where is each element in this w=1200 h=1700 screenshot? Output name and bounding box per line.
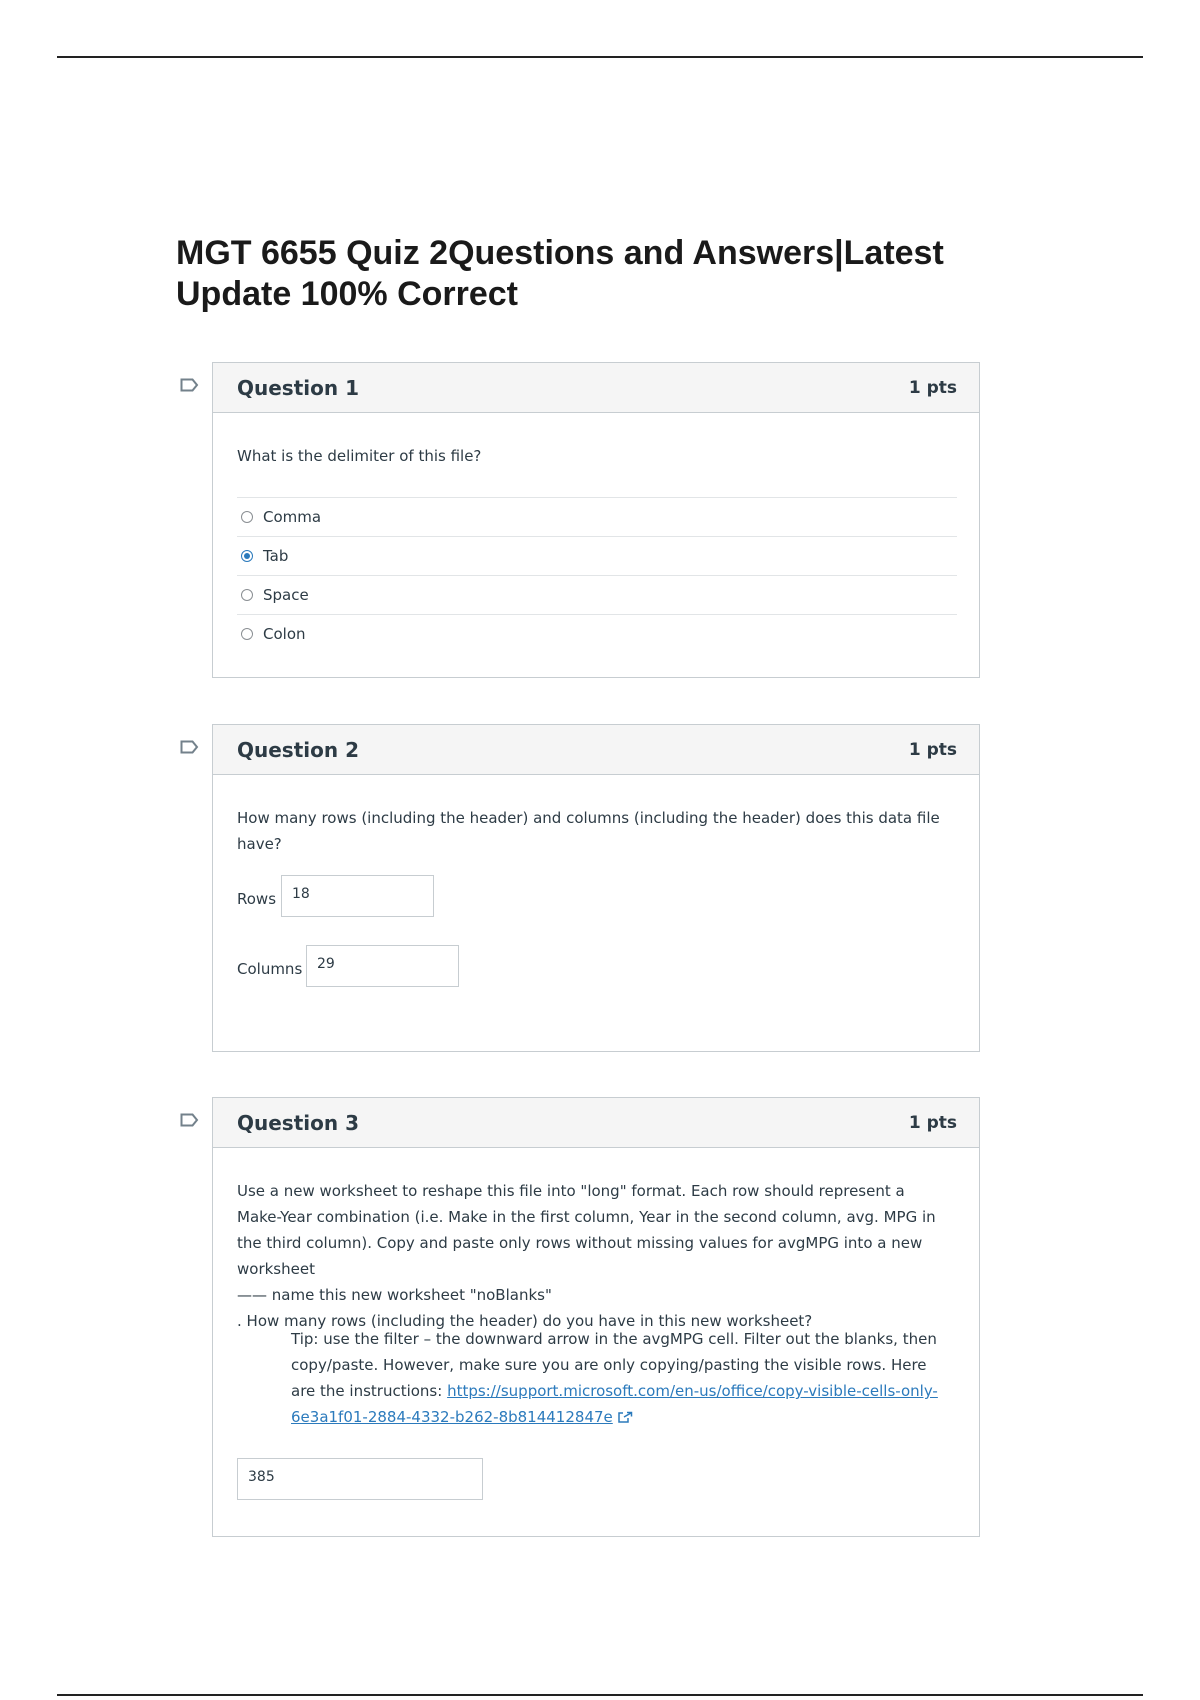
question-text-line-1: Use a new worksheet to reshape this file into "long" format. Each row should represent a Make-Year combination (i.e. Make in the first column, Year in the second column, avg. MPG in the third column). Copy and paste only rows without missing values for avgMPG into a new worksheet xyxy=(237,1182,936,1278)
flag-icon[interactable] xyxy=(180,740,199,754)
question-title: Question 3 xyxy=(237,1111,359,1135)
answer-label: Colon xyxy=(263,625,306,643)
bottom-rule xyxy=(57,1694,1143,1696)
external-link-icon[interactable] xyxy=(617,1406,633,1432)
columns-input[interactable]: 29 xyxy=(306,945,459,987)
question-title: Question 2 xyxy=(237,738,359,762)
question-text: How many rows (including the header) and columns (including the header) does this data file have? xyxy=(237,809,940,853)
answer-label: Comma xyxy=(263,508,322,526)
answer-option-colon[interactable] xyxy=(237,615,957,653)
radio-button-selected[interactable] xyxy=(241,550,253,562)
top-rule xyxy=(57,56,1143,58)
answer-list xyxy=(237,497,957,653)
question-points: 1 pts xyxy=(908,378,957,398)
question-points: 1 pts xyxy=(908,740,957,760)
instructions-link[interactable]: https://support.microsoft.com/en-us/office/copy-visible-cells-only-6e3a1f01-2884-4332-b262-8b814412847e xyxy=(291,1382,938,1426)
rows-label: Rows xyxy=(237,890,277,908)
flag-icon[interactable] xyxy=(180,378,199,392)
document-title: MGT 6655 Quiz 2Questions and Answers|Latest Update 100% Correct xyxy=(176,234,944,313)
flag-icon[interactable] xyxy=(180,1113,199,1127)
radio-button[interactable] xyxy=(241,589,253,601)
answer-input[interactable]: 385 xyxy=(237,1458,483,1500)
radio-button[interactable] xyxy=(241,511,253,523)
question-text: What is the delimiter of this file? xyxy=(237,447,482,465)
radio-button[interactable] xyxy=(241,628,253,640)
question-points: 1 pts xyxy=(908,1113,957,1133)
columns-label: Columns xyxy=(237,960,303,978)
question-card-3 xyxy=(212,1097,980,1537)
question-title: Question 1 xyxy=(237,376,359,400)
question-header xyxy=(213,363,979,413)
answer-label: Space xyxy=(263,586,309,604)
answer-label: Tab xyxy=(263,547,289,565)
question-text xyxy=(237,1178,949,1334)
rows-input[interactable]: 18 xyxy=(281,875,434,917)
answer-option-space[interactable] xyxy=(237,576,957,615)
tip-text xyxy=(291,1326,939,1432)
question-header xyxy=(213,1098,979,1148)
answer-option-tab[interactable] xyxy=(237,537,957,576)
question-card-2 xyxy=(212,724,980,1052)
question-text-line-2: —— name this new worksheet "noBlanks" xyxy=(237,1286,552,1304)
question-card-1 xyxy=(212,362,980,678)
question-text-line-3: . How many rows (including the header) do you have in this new worksheet? xyxy=(237,1312,813,1330)
tip-body: Tip: use the filter – the downward arrow in the avgMPG cell. Filter out the blanks, then copy/paste. However, make sure you are only copying/pasting the visible rows. Here are the instructions: xyxy=(291,1330,937,1400)
answer-option-comma[interactable] xyxy=(237,498,957,537)
question-header xyxy=(213,725,979,775)
